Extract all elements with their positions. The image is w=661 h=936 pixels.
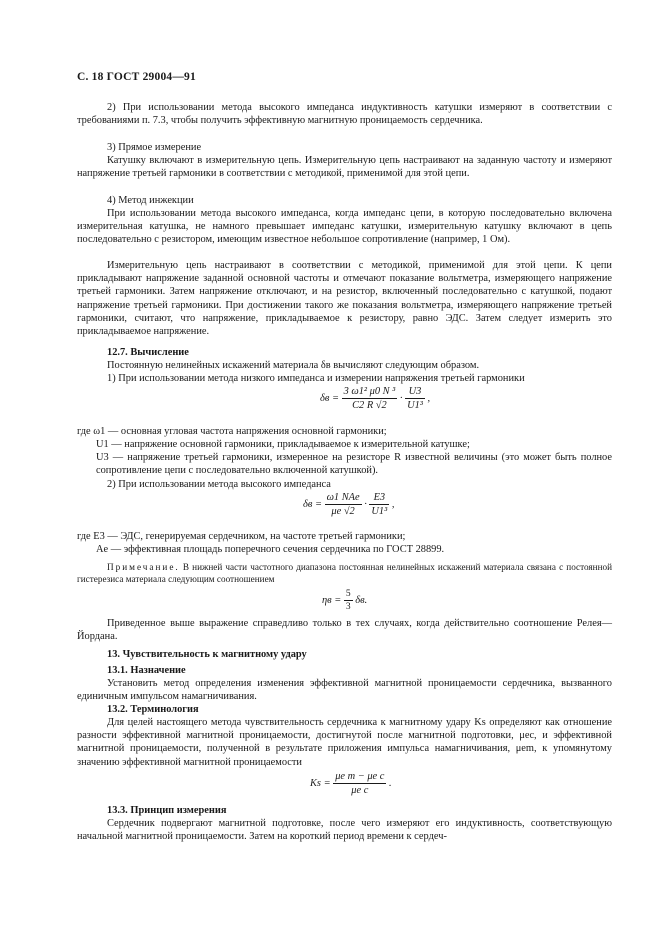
definition-omega [77,426,612,439]
paragraph-principle: Сердечник подвергают магнитной подготовке, после чего измеряют его индуктивность, соответствующую начальной магнитной проницаемости. Затем на короткий период времени к сердеч- [77,818,612,843]
formula-denominator: U1³ [407,400,423,411]
formula-lhs: δв = [303,498,322,510]
section-12-7-title: 12.7. Вычисление [107,347,189,358]
definition-u3 [96,452,612,478]
page-header: С. 18 ГОСТ 29004—91 [77,71,196,83]
formula-denominator: μe c [351,785,369,796]
section-13-title: 13. Чувствительность к магнитному удару [107,649,307,660]
definition-term: где ω1 — [77,426,119,437]
paragraph-direct-measurement: Катушку включают в измерительную цепь. Измерительную цепь настраивают на заданную частоту и измеряют напряжение третьей гармоники в соответствии с методикой, применимой для этой цепи. [77,155,612,180]
paragraph-circuit-setup: Измерительную цепь настраивают в соответствии с методикой, применимой для этой цепи. К цепи прикладывают напряжение заданной основной частоты и отмечают показание вольтметра, измеряющего напряжение третьей гармоники. Затем напряжение отключают, и на резистор, включенный последовательно с катушкой, подают напряжение третьей гармоники. При достижении такого же показания вольтметра, измеряющего напряжение третьей гармоники, считают, что напряжение, прикладываемое к резистору, равно ЭДС. Затем следует измерить это прикладываемое напряжение. [77,260,612,338]
definition-term: U1 — [96,439,122,450]
formula-fraction-1 [325,492,362,517]
formula-lhs: Ks = [310,777,331,789]
formula-low-impedance [320,386,430,411]
formula-end: , [391,498,395,510]
formula-denominator: μe √2 [331,506,355,517]
paragraph-injection: При использовании метода высокого импеданса, когда импеданс цепи, в которую последовательно включена измерительная катушка, не намного превышает импеданс катушки, измерительную катушку включают в цепь последовательно с резистором, имеющим известное небольшое сопротивление (например, 1 Ом). [77,208,612,246]
definition-term: Ae — [96,544,122,555]
section-13-2-title: 13.2. Терминология [107,704,199,715]
paragraph-high-impedance-method: 2) При использовании метода высокого импеданса [107,479,331,490]
definition-text: основная угловая частота напряжения основной гармоники; [120,426,387,437]
formula-end: , [427,392,431,404]
formula-numerator: E3 [369,492,389,505]
paragraph-calculation-intro: Постоянную нелинейных искажений материала δв вычисляют следующим образом. [107,360,480,371]
definition-text: напряжение третьей гармоники, измеренное на резисторе R известной величины (это может быть полное сопротивление цепи с последовательно включенной катушкой). [96,452,612,476]
formula-sensitivity [310,771,392,796]
formula-numerator: ω1 NAe [326,492,360,503]
note-paragraph [77,561,612,585]
formula-fraction-2 [369,492,389,517]
formula-end: . [389,777,392,789]
formula-rhs: δв. [355,594,368,606]
formula-denominator: 3 [345,602,351,612]
formula-fraction [344,589,353,612]
paragraph-purpose: Установить метод определения изменения эффективной магнитной проницаемости сердечника, вызванного единичным импульсом намагничивания. [77,678,612,703]
formula-fraction-2 [405,386,425,411]
definition-text: эффективная площадь поперечного сечения сердечника по ГОСТ 28899. [123,544,445,555]
formula-lhs: ηв = [322,594,342,606]
formula-dot: · [364,498,367,510]
formula-numerator: μe m − μe c [335,771,385,782]
definition-text: ЭДС, генерируемая сердечником, на частоте третьей гармоники; [120,531,406,542]
note-text: В нижней части частотного диапазона постоянная нелинейных искажений материала связана с постоянной гистерезиса материала следующим соотношением [77,562,612,584]
formula-high-impedance [303,492,394,517]
definition-text: напряжение основной гармоники, прикладываемое к измерительной катушке; [124,439,470,450]
formula-numerator: 5 [345,589,351,599]
formula-numerator: U3 [405,386,425,399]
paragraph-high-impedance: 2) При использовании метода высокого импеданса индуктивность катушки измеряют в соответствии с требованиями п. 7.3, чтобы получить эффективную магнитную проницаемость сердечника. [77,102,612,127]
definition-e3 [77,531,612,544]
section-13-1-title: 13.1. Назначение [107,665,186,676]
definition-ae [96,544,612,557]
item-direct-measurement-title: 3) Прямое измерение [107,142,202,153]
formula-lhs: δв = [320,392,339,404]
formula-denominator: U1³ [371,506,388,517]
paragraph-low-impedance: 1) При использовании метода низкого импеданса и измерении напряжения третьей гармоники [107,373,525,384]
definition-term: U3 — [96,452,124,463]
paragraph-rayleigh: Приведенное выше выражение справедливо только в тех случаях, когда действительно соотношение Релея—Йордана. [77,618,612,643]
formula-fraction-1 [342,386,398,411]
paragraph-terminology: Для целей настоящего метода чувствительность сердечника к магнитному удару Ks определяют как отношение разности эффективной магнитной проницаемости, достигнутой после магнитной подготовки, μec, и эффективной магнитной проницаемости, полученной в результате приложения импульса намагничивания, μem, к упомянутому значению эффективной магнитной проницаемости [77,717,612,768]
formula-dot: · [399,392,403,404]
definition-term: где E3 — [77,531,118,542]
formula-numerator: 3 ω1² μ0 N ³ [343,386,396,397]
item-injection-title: 4) Метод инжекции [107,195,194,206]
section-13-3-title: 13.3. Принцип измерения [107,805,227,816]
formula-hysteresis [322,589,367,612]
definition-u1 [96,439,612,452]
note-label: Примечание. [107,562,180,572]
formula-denominator: C2 R √2 [352,400,387,411]
formula-fraction [333,771,386,796]
